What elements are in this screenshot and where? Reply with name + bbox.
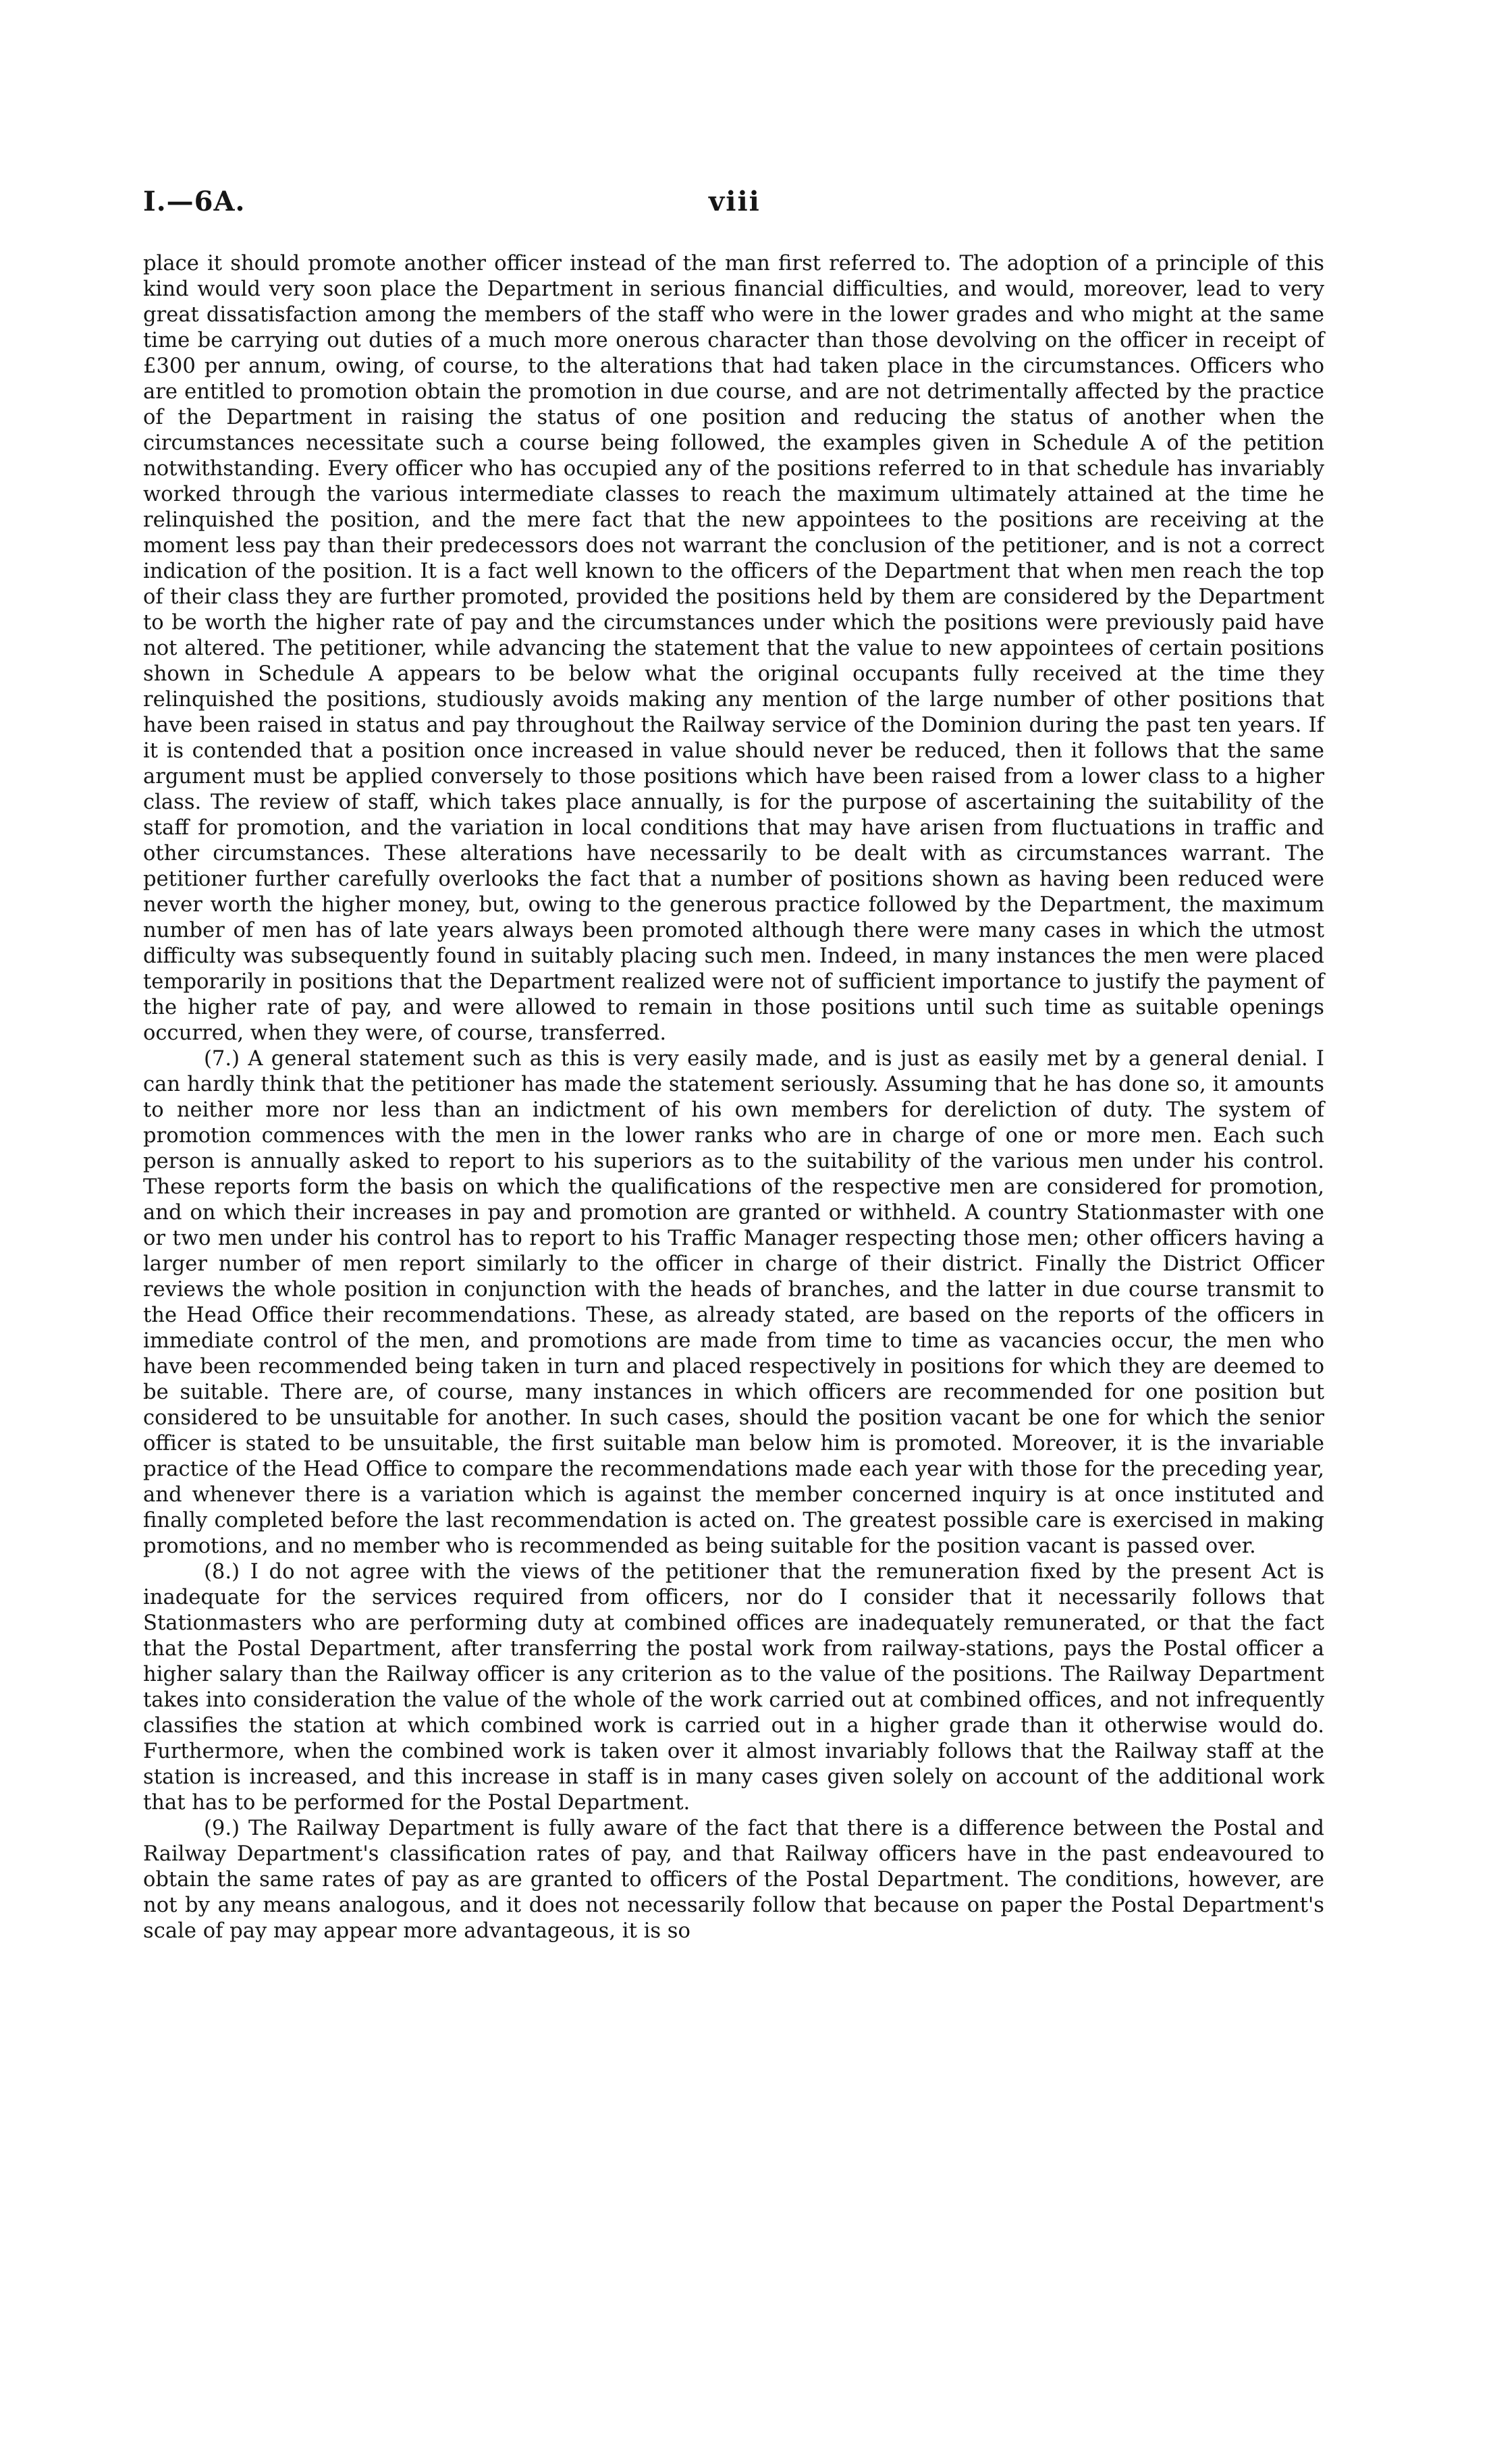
page-header bbox=[143, 186, 1324, 226]
paragraph-continuation: place it should promote another officer instead of the man first referred to. The adoption of a principle of this kind would very soon place the Department in serious financial difficulties, and would, moreover, lead to very great dissatisfaction among the members of the staff who were in the lower grades and who might at the same time be carrying out duties of a much more onerous character than those devolving on the officer in receipt of £300 per annum, owing, of course, to the alterations that had taken place in the circumstances. Officers who are entitled to promotion obtain the promotion in due course, and are not detrimentally affected by the practice of the Department in raising the status of one position and reducing the status of another when the circumstances necessitate such a course being followed, the examples given in Schedule A of the petition notwithstanding. Every officer who has occupied any of the positions referred to in that schedule has invariably worked through the various intermediate classes to reach the maximum ultimately attained at the time he relinquished the position, and the mere fact that the new appointees to the positions are receiving at the moment less pay than their predecessors does not warrant the conclusion of the petitioner, and is not a correct indication of the position. It is a fact well known to the officers of the Department that when men reach the top of their class they are further promoted, provided the positions held by them are considered by the Department to be worth the higher rate of pay and the circumstances under which the positions were previously paid have not altered. The petitioner, while advancing the statement that the value to new appointees of certain positions shown in Schedule A appears to be below what the original occupants fully received at the time they relinquished the positions, studiously avoids making any mention of the large number of other positions that have been raised in status and pay throughout the Railway service of the Dominion during the past ten years. If it is contended that a position once increased in value should never be reduced, then it follows that the same argument must be applied conversely to those positions which have been raised from a lower class to a higher class. The review of staff, which takes place annually, is for the purpose of ascertaining the suitability of the staff for promotion, and the variation in local conditions that may have arisen from fluctuations in traffic and other circumstances. These alterations have necessarily to be dealt with as circumstances warrant. The petitioner further carefully overlooks the fact that a number of positions shown as having been reduced were never worth the higher money, but, owing to the generous practice followed by the Department, the maximum number of men has of late years always been promoted although there were many cases in which the utmost difficulty was subsequently found in suitably placing such men. Indeed, in many instances the men were placed temporarily in positions that the Department realized were not of sufficient importance to justify the payment of the higher rate of pay, and were allowed to remain in those positions until such time as suitable openings occurred, when they were, of course, transferred. bbox=[143, 252, 1324, 1045]
paragraph-7: (7.) A general statement such as this is very easily made, and is just as easily met by a general denial. I can hardly think that the petitioner has made the statement seriously. Assuming that he has done so, it amounts to neither more nor less than an indictment of his own members for dereliction of duty. The system of promotion commences with the men in the lower ranks who are in charge of one or more men. Each such person is annually asked to report to his superiors as to the suitability of the various men under his control. These reports form the basis on which the qualifications of the respective men are considered for promotion, and on which their increases in pay and promotion are granted or withheld. A country Stationmaster with one or two men under his control has to report to his Traffic Manager respecting those men; other officers having a larger number of men report similarly to the officer in charge of their district. Finally the District Officer reviews the whole position in conjunction with the heads of branches, and the latter in due course transmit to the Head Office their recommendations. These, as already stated, are based on the reports of the officers in immediate control of the men, and promotions are made from time to time as vacancies occur, the men who have been recommended being taken in turn and placed respectively in positions for which they are deemed to be suitable. There are, of course, many instances in which officers are recommended for one position but considered to be unsuitable for another. In such cases, should the position vacant be one for which the senior officer is stated to be unsuitable, the first suitable man below him is promoted. Moreover, it is the invariable practice of the Head Office to compare the recommendations made each year with those for the preceding year, and whenever there is a variation which is against the member concerned inquiry is at once instituted and finally completed before the last recommendation is acted on. The greatest possible care is exercised in making promotions, and no member who is recommended as being suitable for the position vacant is passed over. bbox=[143, 1047, 1324, 1558]
paragraph-9: (9.) The Railway Department is fully aware of the fact that there is a difference between the Postal and Railway Department's classification rates of pay, and that Railway officers have in the past endeavoured to obtain the same rates of pay as are granted to officers of the Postal Department. The conditions, however, are not by any means analogous, and it does not necessarily follow that because on paper the Postal Department's scale of pay may appear more advantageous, it is so bbox=[143, 1817, 1324, 1943]
body-text bbox=[143, 251, 1324, 1944]
document-reference: I.—6A. bbox=[143, 186, 246, 217]
page-number: viii bbox=[709, 186, 761, 217]
paragraph-8: (8.) I do not agree with the views of the petitioner that the remuneration fixed by the present Act is inadequate for the services required from officers, nor do I consider that it necessarily follows that Stationmasters who are performing duty at combined offices are inadequately remunerated, or that the fact that the Postal Department, after transferring the postal work from railway-stations, pays the Postal officer a higher salary than the Railway officer is any criterion as to the value of the positions. The Railway Department takes into consideration the value of the whole of the work carried out at combined offices, and not infrequently classifies the station at which combined work is carried out in a higher grade than it otherwise would do. Furthermore, when the combined work is taken over it almost invariably follows that the Railway staff at the station is increased, and this increase in staff is in many cases given solely on account of the additional work that has to be performed for the Postal Department. bbox=[143, 1560, 1324, 1815]
